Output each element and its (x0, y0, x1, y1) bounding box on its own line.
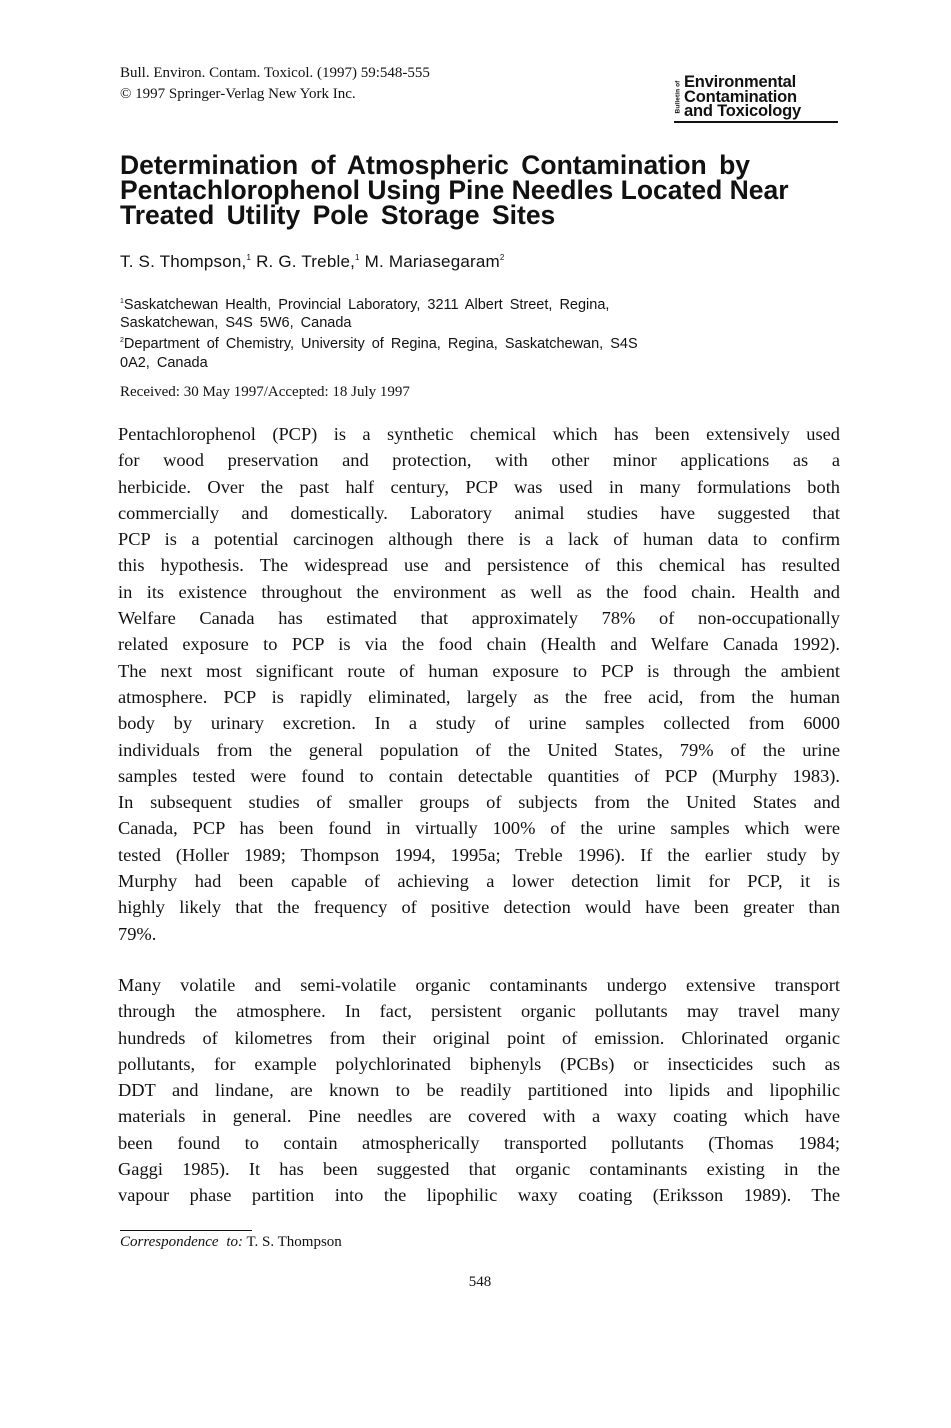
text-line: vapour phase partition into the lipophilic waxy coating (Eriksson 1989). The (118, 1185, 840, 1206)
text-line: Canada, PCP has been found in virtually 100% of the urine samples which were (118, 818, 840, 839)
text-line: Welfare Canada has estimated that approximately 78% of non-occupationally (118, 608, 840, 629)
affil-marker: 2 (499, 253, 505, 262)
logo-line-3: and Toxicology (684, 102, 801, 120)
body-paragraph-2 (118, 972, 840, 1209)
page-number: 548 (468, 1274, 492, 1290)
text-line: atmosphere. PCP is rapidly eliminated, largely as the free acid, from the human (118, 686, 840, 707)
title-line: Pentachlorophenol Using Pine Needles Located Near (120, 175, 789, 205)
affiliation-line: Saskatchewan, S4S 5W6, Canada (120, 315, 352, 332)
logo-line-2: Contamination (684, 87, 797, 106)
logo-underline (674, 121, 838, 123)
correspondence-name: T. S. Thompson (246, 1234, 342, 1250)
text-line: 79%. (118, 923, 157, 944)
affiliation-line: $^2$Department of Chemistry, University of Regina, Regina, Saskatchewan, S4S (120, 336, 638, 353)
received-dates: Received: 30 May 1997/Accepted: 18 July 1997 (120, 384, 410, 400)
affil-marker: 1 (355, 253, 360, 262)
text-line: materials in general. Pine needles are covered with a waxy coating which have (118, 1106, 840, 1127)
text-line: individuals from the general population of the United States, 79% of the urine (118, 739, 840, 760)
correspondence-label: Correspondence to: (120, 1234, 244, 1250)
logo-line-1: Environmental (684, 73, 797, 91)
logo-side-text: Bulletin of (674, 80, 682, 114)
body-paragraph-1 (118, 421, 840, 947)
text-line: In subsequent studies of smaller groups of subjects from the United States and (118, 792, 840, 813)
text-line: in its existence throughout the environment as well as the food chain. Health and (118, 581, 840, 602)
footnote-divider (120, 1230, 252, 1231)
text-line: for wood preservation and protection, with other minor applications as a (118, 450, 840, 471)
affiliation-line: $^1$Saskatchewan Health, Provincial Laboratory, 3211 Albert Street, Regina, (120, 297, 610, 313)
journal-logo (674, 75, 838, 124)
text-line: The next most significant route of human exposure to PCP is through the ambient (118, 660, 840, 681)
text-line: samples tested were found to contain detectable quantities of PCP (Murphy 1983). (118, 765, 840, 786)
text-line: Pentachlorophenol (PCP) is a synthetic chemical which has been extensively used (118, 424, 840, 444)
text-line: commercially and domestically. Laboratory animal studies have suggested that (118, 502, 840, 523)
text-line: Many volatile and semi-volatile organic contaminants undergo extensive transport (118, 975, 840, 995)
text-line: tested (Holler 1989; Thompson 1994, 1995a; Treble 1996). If the earlier study by (118, 844, 840, 865)
text-line: herbicide. Over the past half century, PCP was used in many formulations both (118, 476, 840, 497)
text-line: DDT and lindane, are known to be readily partitioned into lipids and lipophilic (118, 1080, 840, 1101)
affiliations (120, 293, 760, 372)
text-line: through the atmosphere. In fact, persistent organic pollutants may travel many (118, 1001, 840, 1022)
text-line: been found to contain atmospherically transported pollutants (Thomas 1984; (118, 1132, 840, 1153)
text-line: pollutants, for example polychlorinated biphenyls (PCBs) or insecticides such as (118, 1053, 840, 1074)
text-line: body by urinary excretion. In a study of urine samples collected from 6000 (118, 713, 840, 734)
copyright-line: © 1997 Springer-Verlag New York Inc. (120, 86, 356, 102)
correspondence-footnote (120, 1234, 342, 1251)
title-line: Determination of Atmospheric Contamination by (120, 150, 751, 180)
text-line: hundreds of kilometres from their original point of emission. Chlorinated organic (118, 1027, 840, 1048)
citation-line: Bull. Environ. Contam. Toxicol. (1997) 59:548-555 (120, 65, 430, 81)
author-list (120, 252, 505, 272)
affil-marker: 1 (246, 253, 252, 262)
text-line: PCP is a potential carcinogen although there is a lack of human data to confirm (118, 529, 840, 550)
author-name: R. G. Treble, (256, 252, 356, 271)
article-title (120, 150, 840, 230)
text-line: this hypothesis. The widespread use and persistence of this chemical has resulted (118, 555, 840, 576)
affiliation-line: 0A2, Canada (120, 354, 208, 371)
author-name: T. S. Thompson, (120, 252, 247, 271)
citation-block (120, 63, 430, 105)
text-line: Gaggi 1985). It has been suggested that organic contaminants existing in the (118, 1159, 840, 1180)
title-line: Treated Utility Pole Storage Sites (120, 200, 556, 230)
text-line: Murphy had been capable of achieving a lower detection limit for PCP, it is (118, 871, 840, 892)
text-line: related exposure to PCP is via the food chain (Health and Welfare Canada 1992). (118, 634, 840, 655)
text-line: highly likely that the frequency of positive detection would have been greater than (118, 897, 840, 918)
author-name: M. Mariasegaram (364, 252, 500, 271)
